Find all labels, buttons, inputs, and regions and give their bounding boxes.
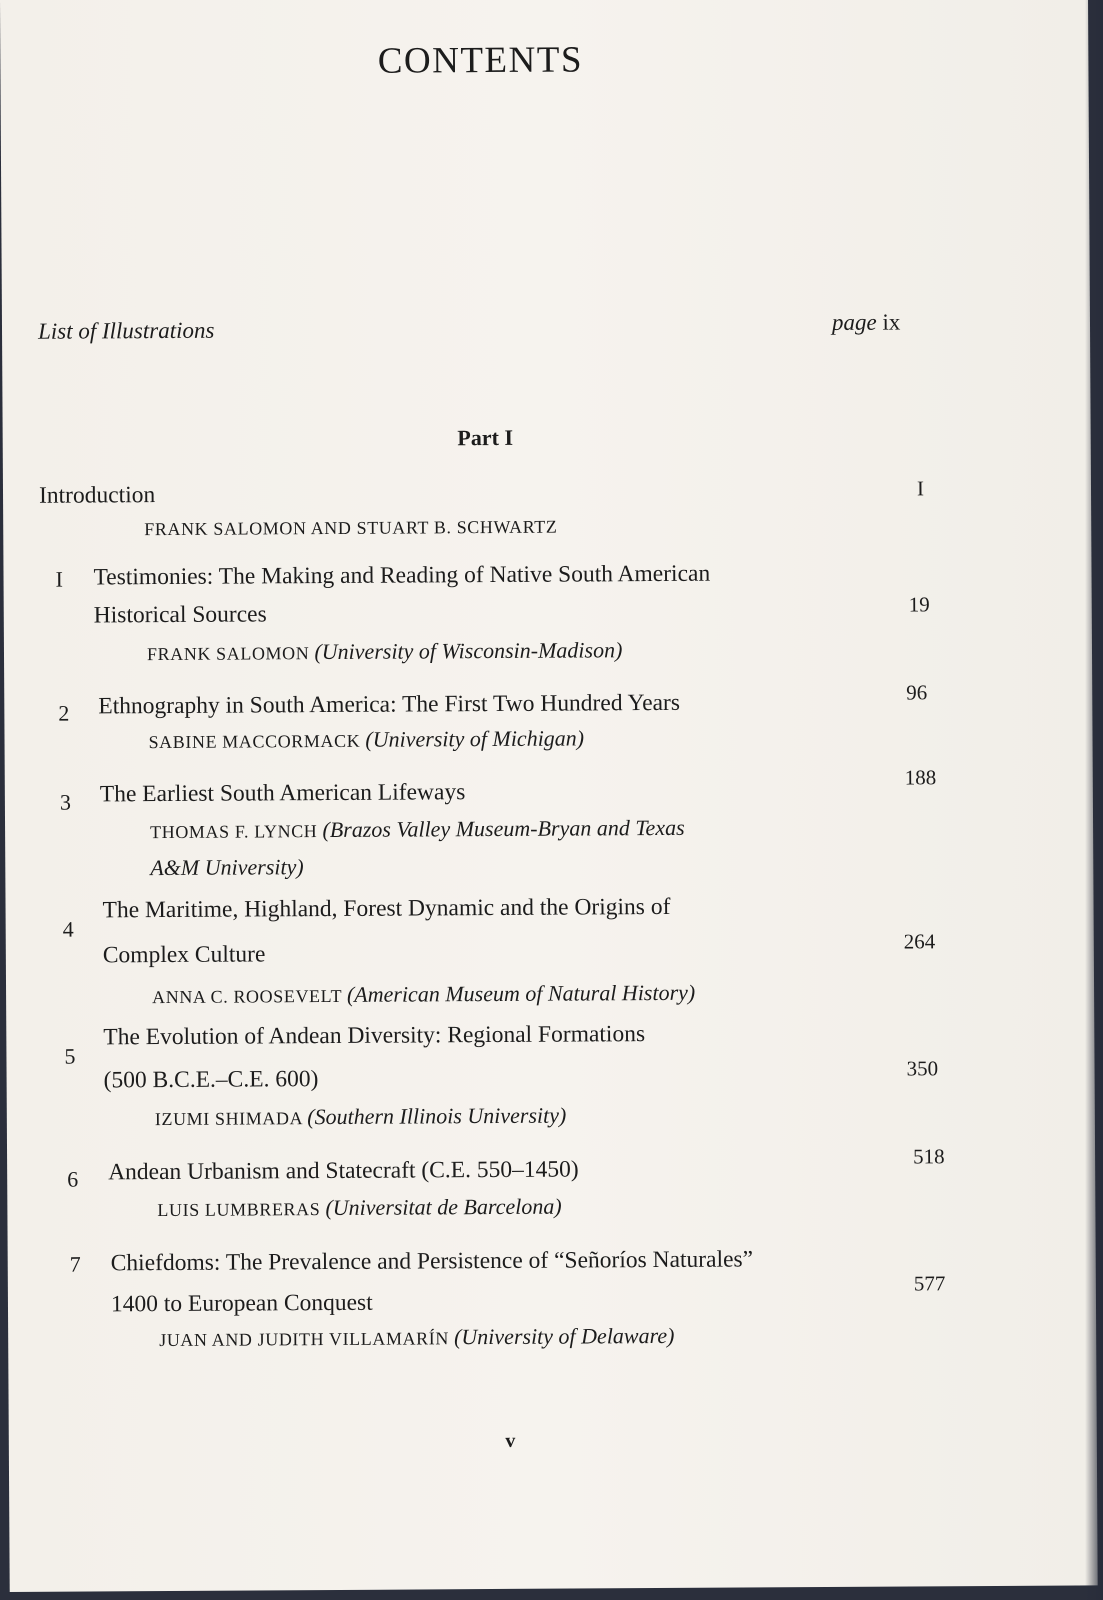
chapter-author xyxy=(148,721,584,759)
chapter-title-line: Historical Sources xyxy=(93,601,267,629)
author-name: ANNA C. ROOSEVELT xyxy=(152,985,342,1008)
chapter-title-line: The Evolution of Andean Diversity: Regional Formations xyxy=(103,1021,646,1051)
author-affiliation: (University of Wisconsin-Madison) xyxy=(314,637,623,665)
chapter-title-line: Ethnography in South America: The First Two Hundred Years xyxy=(98,689,681,720)
chapter-title-line: Andean Urbanism and Statecraft (C.E. 550–1450) xyxy=(108,1156,579,1186)
chapter-number: 5 xyxy=(64,1043,76,1069)
author-name: JUAN AND JUDITH VILLAMARÍN xyxy=(159,1328,450,1351)
introduction-page: I xyxy=(916,476,925,501)
chapter-author xyxy=(150,811,685,849)
introduction-title: Introduction xyxy=(38,482,156,509)
chapter-page: 19 xyxy=(908,592,930,617)
chapter-page: 264 xyxy=(903,929,936,954)
author-affiliation: (University of Michigan) xyxy=(365,725,585,752)
author-name: FRANK SALOMON xyxy=(146,643,310,665)
chapter-title-line: Chiefdoms: The Prevalence and Persistence of “Señoríos Naturales” xyxy=(110,1246,754,1277)
chapter-page: 577 xyxy=(913,1271,946,1296)
author-affiliation: (American Museum of Natural History) xyxy=(346,979,696,1007)
author-affiliation: (Brazos Valley Museum-Bryan and Texas xyxy=(322,814,685,843)
author-affiliation: (University of Delaware) xyxy=(453,1322,675,1350)
page-edge-shadow xyxy=(1085,0,1103,1600)
chapter-number: 2 xyxy=(58,700,70,726)
chapter-title-line: The Earliest South American Lifeways xyxy=(99,779,466,808)
chapter-title-line: Testimonies: The Making and Reading of Native South American xyxy=(93,560,711,591)
chapter-author xyxy=(147,633,623,671)
chapter-author xyxy=(157,1190,561,1227)
chapter-title-line: 1400 to European Conquest xyxy=(110,1289,373,1318)
author-name: THOMAS F. LYNCH xyxy=(150,821,318,843)
chapter-number: 7 xyxy=(69,1251,81,1277)
chapter-title-line: Complex Culture xyxy=(102,941,266,969)
author-name: LUIS LUMBRERAS xyxy=(157,1199,321,1221)
chapter-page: 350 xyxy=(906,1056,939,1081)
chapter-page: 188 xyxy=(904,765,937,790)
chapter-number: 3 xyxy=(59,789,71,815)
chapter-title-line: (500 B.C.E.–C.E. 600) xyxy=(103,1066,319,1094)
part-heading: Part I xyxy=(457,424,514,451)
chapter-number: 6 xyxy=(67,1166,79,1192)
list-of-illustrations-page xyxy=(832,310,901,336)
chapter-author xyxy=(159,1319,674,1357)
page-title: CONTENTS xyxy=(377,39,584,82)
author-affiliation: (Southern Illinois University) xyxy=(307,1102,567,1130)
page-number: v xyxy=(505,1429,516,1452)
chapter-page: 518 xyxy=(913,1144,945,1169)
author-name: SABINE MACCORMACK xyxy=(148,730,361,753)
chapter-author xyxy=(152,976,695,1014)
chapter-author xyxy=(155,1099,567,1137)
chapter-author-cont xyxy=(150,850,304,886)
list-of-illustrations-label: List of Illustrations xyxy=(37,317,215,344)
introduction-author: FRANK SALOMON AND STUART B. SCHWARTZ xyxy=(144,516,558,540)
chapter-number: I xyxy=(55,566,63,592)
author-affiliation: (Universitat de Barcelona) xyxy=(325,1193,562,1221)
chapter-number: 4 xyxy=(62,916,74,942)
chapter-title-line: The Maritime, Highland, Forest Dynamic and the Origins of xyxy=(102,893,671,924)
page-ref: ix xyxy=(882,309,901,335)
page-word: page xyxy=(831,309,877,335)
author-affiliation-cont: A&M University) xyxy=(150,854,304,881)
author-name: IZUMI SHIMADA xyxy=(154,1108,303,1130)
chapter-page: 96 xyxy=(906,680,928,705)
